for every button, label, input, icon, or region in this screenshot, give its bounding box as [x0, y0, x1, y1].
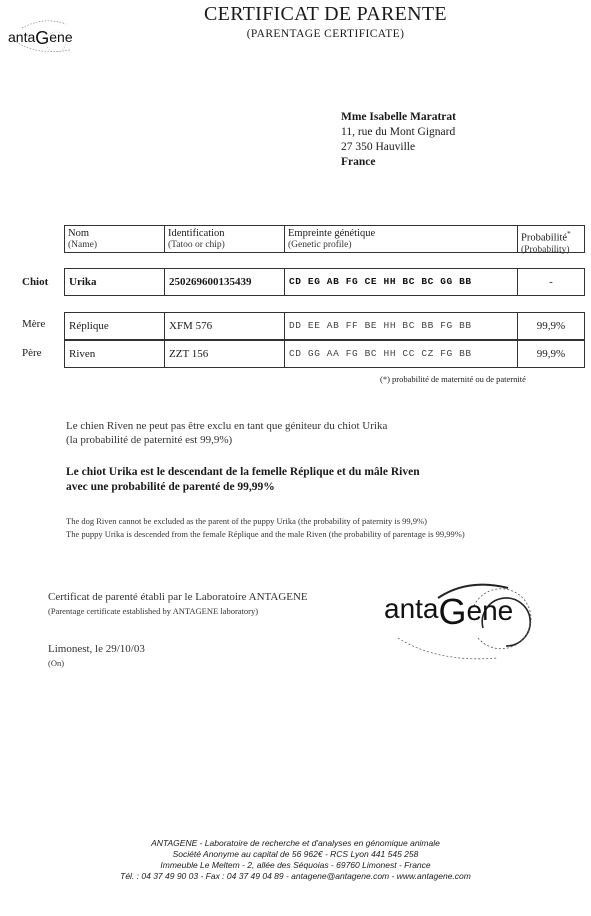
pere-profile: CD GG AA FG BC HH CC CZ FG BB — [289, 348, 472, 359]
header-prob — [517, 225, 585, 253]
header-name — [64, 225, 165, 253]
mere-profile: DD EE AB FF BE HH BC BB FG BB — [289, 320, 472, 331]
pere-id: ZZT 156 — [169, 348, 209, 360]
page-subtitle: (PARENTAGE CERTIFICATE) — [246, 28, 405, 40]
english-statement-line-2: The puppy Urika is descended from the female Réplique and the male Riven (the probability of parentage is 99,99%) — [66, 529, 465, 539]
table-row-pere-name — [64, 340, 165, 368]
header-name-fr: Nom — [68, 228, 89, 239]
svg-text:antaGene — [384, 591, 513, 632]
table-row-mere-id — [164, 312, 285, 340]
place-date-en: (On) — [48, 658, 65, 668]
header-id-en: (Tatoo or chip) — [168, 240, 225, 250]
parentage-conclusion — [66, 465, 420, 495]
address-country: France — [341, 156, 376, 168]
logo-small-text-g: G — [35, 28, 50, 48]
table-row-chiot-id — [164, 268, 285, 296]
table-row-mere-profile — [284, 312, 518, 340]
header-id-fr: Identification — [168, 228, 225, 239]
chiot-prob: - — [549, 276, 553, 288]
header-prob-fr: Probabilité — [521, 232, 568, 244]
paternity-statement — [66, 419, 387, 447]
paternity-statement-line-2: (la probabilité de paternité est 99,9%) — [66, 434, 233, 446]
address-line-1: 11, rue du Mont Gignard — [341, 126, 456, 138]
header-prob-en: (Probability) — [521, 244, 570, 255]
parentage-conclusion-line-1: Le chiot Urika est le descendant de la femelle Réplique et du mâle Riven — [66, 466, 420, 478]
place-date-line: Limonest, le 29/10/03 — [48, 643, 145, 655]
table-row-pere-prob — [517, 340, 585, 368]
footer — [0, 838, 591, 882]
table-row-mere-name — [64, 312, 165, 340]
table-row-pere-profile — [284, 340, 518, 368]
certification-line: Certificat de parenté établi par le Laboratoire ANTAGENE — [48, 591, 308, 603]
logo-large-text-g: G — [438, 591, 467, 632]
footer-line-1: ANTAGENE - Laboratoire de recherche et d'analyses en génomique animale — [151, 838, 440, 848]
footer-line-4: Tél. : 04 37 49 90 03 - Fax : 04 37 49 04 89 - antagene@antagene.com - www.antagene.com — [120, 871, 471, 881]
place-date — [48, 642, 145, 670]
table-footnote: (*) probabilité de maternité ou de paternité — [380, 374, 526, 384]
recipient-address — [341, 110, 456, 170]
footer-line-2: Société Anonyme au capital de 56 962€ - RCS Lyon 441 545 258 — [172, 849, 419, 859]
table-row-pere-id — [164, 340, 285, 368]
logo-small-text-a: anta — [8, 29, 36, 45]
pere-prob: 99,9% — [536, 348, 566, 360]
header-prob-star: * — [567, 230, 571, 238]
address-line-2: 27 350 Hauville — [341, 141, 416, 153]
chiot-name: Urika — [69, 276, 97, 288]
header-profile-en: (Genetic profile) — [288, 240, 352, 250]
parentage-conclusion-line-2: avec une probabilité de parenté de 99,99% — [66, 481, 275, 493]
chiot-id: 250269600135439 — [169, 276, 252, 288]
logo-large-text-b: ene — [466, 595, 514, 626]
logo-small-text-b: ene — [49, 29, 73, 45]
certification-note — [48, 590, 308, 618]
recipient-name: Mme Isabelle Maratrat — [341, 111, 456, 123]
header-profile — [284, 225, 518, 253]
row-label-mere: Mère — [22, 318, 46, 330]
antagene-logo-large — [378, 568, 558, 668]
certification-line-en: (Parentage certificate established by ANTAGENE laboratory) — [48, 606, 259, 616]
chiot-profile: CD EG AB FG CE HH BC BC GG BB — [289, 276, 472, 287]
table-row-chiot-prob — [517, 268, 585, 296]
mere-prob: 99,9% — [536, 320, 566, 332]
row-label-pere: Père — [22, 347, 42, 359]
page-title: CERTIFICAT DE PARENTE — [204, 3, 447, 25]
footer-line-3: Immeuble Le Meltem - 2, allée des Séquoias - 69760 Limonest - France — [160, 860, 431, 870]
header-profile-fr: Empreinte génétique — [288, 228, 376, 239]
mere-id: XFM 576 — [169, 320, 213, 332]
header-name-en: (Name) — [68, 240, 98, 250]
english-statement-line-1: The dog Riven cannot be excluded as the parent of the puppy Urika (the probability of paternity is 99,9%) — [66, 516, 427, 526]
header-id — [164, 225, 285, 253]
row-label-chiot: Chiot — [22, 276, 49, 288]
pere-name: Riven — [69, 348, 96, 360]
table-row-chiot-name — [64, 268, 165, 296]
table-row-chiot-profile — [284, 268, 518, 296]
mere-name: Réplique — [69, 320, 109, 332]
paternity-statement-line-1: Le chien Riven ne peut pas être exclu en tant que géniteur du chiot Urika — [66, 420, 388, 432]
english-statement — [66, 515, 465, 541]
table-row-mere-prob — [517, 312, 585, 340]
logo-large-text-a: anta — [384, 593, 439, 624]
